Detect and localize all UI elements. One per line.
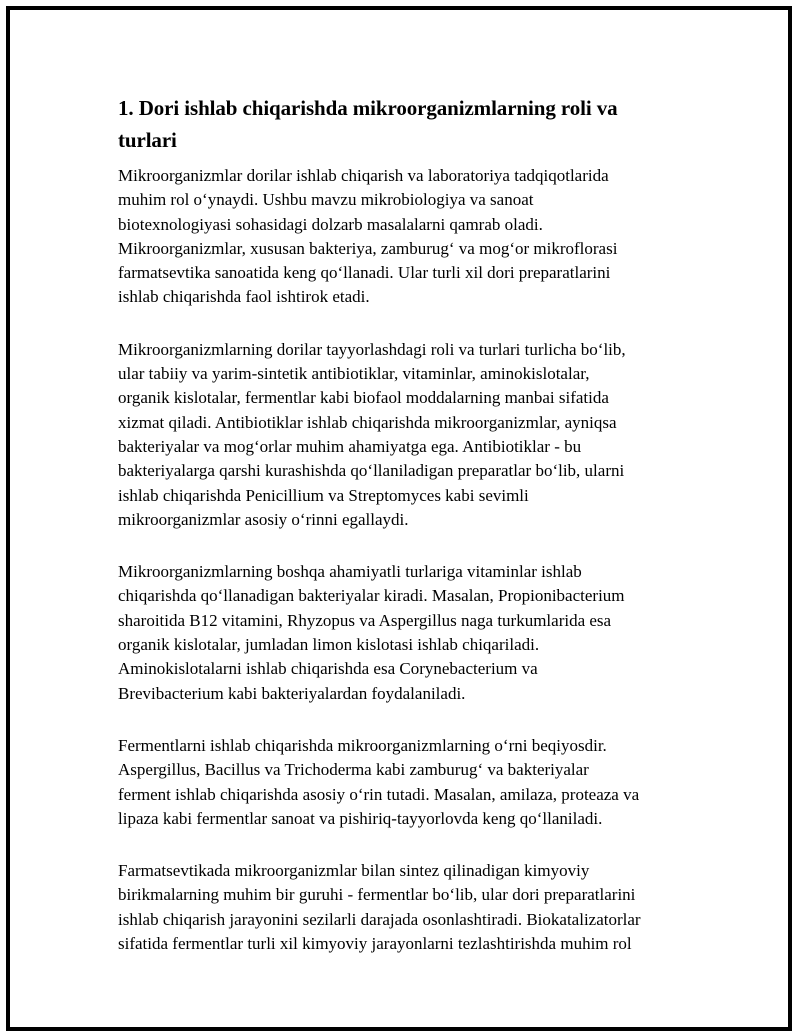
document-body xyxy=(118,92,684,984)
section-heading: 1. Dori ishlab chiqarishda mikroorganizmlarning roli va turlari xyxy=(118,96,618,152)
paragraph-5: Farmatsevtikada mikroorganizmlar bilan sintez qilinadigan kimyoviy birikmalarning muhim bir guruhi - fermentlar boʻlib, ular dori preparatlarini ishlab chiqarish jarayonini sezilarli darajada osonlashtiradi. Biokatalizatorlar sifatida fermentlar turli xil kimyoviy jarayonlarni tezlashtirishda muhim rol xyxy=(118,861,641,954)
paragraph-4: Fermentlarni ishlab chiqarishda mikroorganizmlarning oʻrni beqiyosdir. Aspergillus, Bacillus va Trichoderma kabi zamburugʻ va bakteriyalar ferment ishlab chiqarishda asosiy oʻrin tutadi. Masalan, amilaza, proteaza va lipaza kabi fermentlar sanoat va pishiriq-tayyorlovda keng qoʻllaniladi. xyxy=(118,735,640,828)
paragraph-1: Mikroorganizmlar dorilar ishlab chiqarish va laboratoriya tadqiqotlarida muhim rol oʻynaydi. Ushbu mavzu mikrobiologiya va sanoat biotexnologiyasi sohasidagi dolzarb masalalarni qamrab oladi. Mikroorganizmlar, xususan bakteriya, zamburugʻ va mogʻor mikroflorasi farmatsevtika sanoatida keng qoʻllanadi. Ular turli xil dori preparatlarini ishlab chiqarishda faol ishtirok etadi. xyxy=(118,166,618,307)
paragraph-2: Mikroorganizmlarning dorilar tayyorlashdagi roli va turlari turlicha boʻlib, ular tabiiy va yarim-sintetik antibiotiklar, vitaminlar, aminokislotalar, organik kislotalar, fermentlar kabi biofaol moddalarning manbai sifatida xizmat qiladi. Antibiotiklar ishlab chiqarishda mikroorganizmlar, ayniqsa bakteriyalar va mogʻorlar muhim ahamiyatga ega. Antibiotiklar - bu bakteriyalarga qarshi kurashishda qoʻllaniladigan preparatlar boʻlib, ularni ishlab chiqarishda Penicillium va Streptomyces kabi sevimli mikroorganizmlar asosiy oʻrinni egallaydi. xyxy=(118,339,626,529)
paragraph-3: Mikroorganizmlarning boshqa ahamiyatli turlariga vitaminlar ishlab chiqarishda qoʻllanadigan bakteriyalar kiradi. Masalan, Propionibacterium sharoitida B12 vitamini, Rhyzopus va Aspergillus naga turkumlarida esa organik kislotalar, jumladan limon kislotasi ishlab chiqariladi. Aminokislotalarni ishlab chiqarishda esa Corynebacterium va Brevibacterium kabi bakteriyalardan foydalaniladi. xyxy=(118,562,625,703)
